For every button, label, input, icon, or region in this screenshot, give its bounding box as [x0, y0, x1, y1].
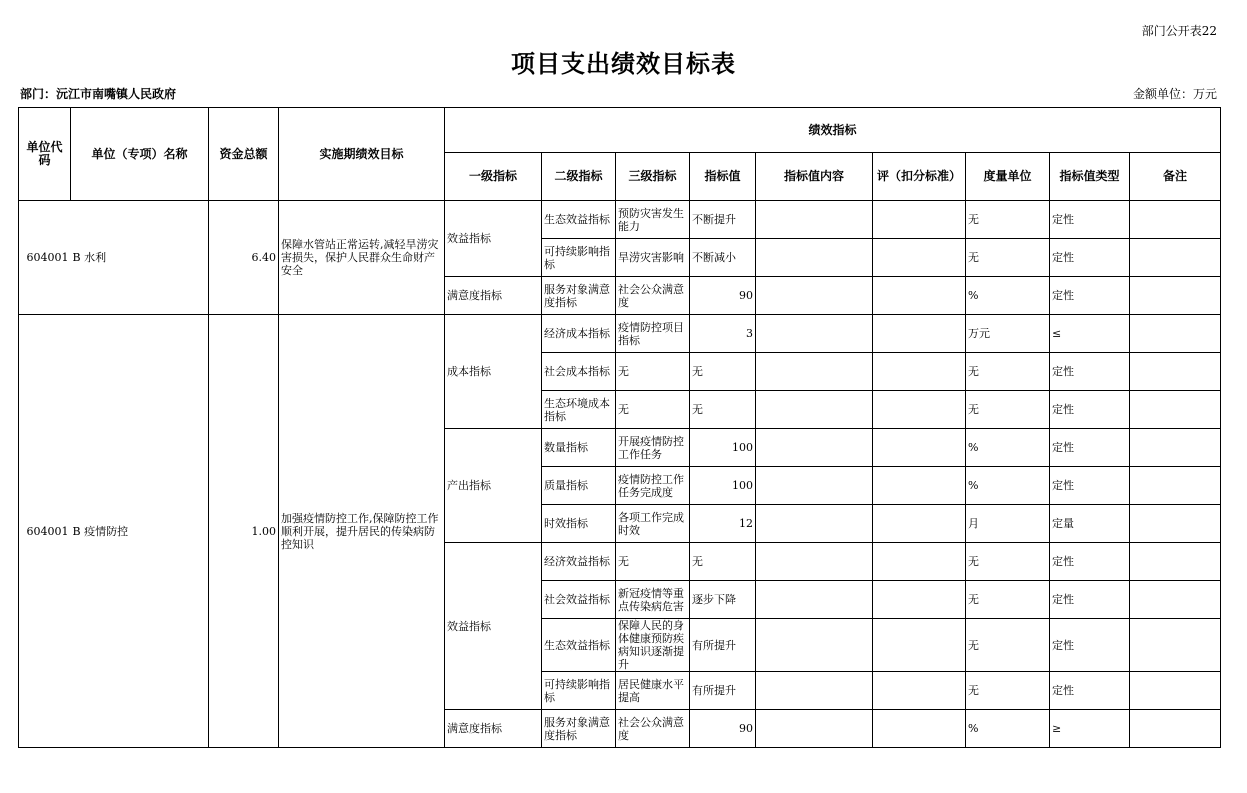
value-type: 定量	[1050, 505, 1130, 543]
remark	[1130, 353, 1221, 391]
scoring	[873, 710, 966, 748]
value-content	[756, 429, 873, 467]
amount-unit-label: 金额单位：万元	[1132, 87, 1217, 101]
level3-indicator: 无	[616, 391, 690, 429]
value-content	[756, 277, 873, 315]
scoring	[873, 277, 966, 315]
scoring	[873, 315, 966, 353]
measure-unit: 无	[966, 353, 1050, 391]
project-code: 604001	[19, 315, 71, 748]
project-funds: 6.40	[209, 201, 279, 315]
header-level2: 二级指标	[542, 153, 616, 201]
project-goal: 保障水管站正常运转,减轻旱涝灾害损失，保护人民群众生命财产安全	[279, 201, 445, 315]
value-type: 定性	[1050, 467, 1130, 505]
level3-indicator: 疫情防控项目指标	[616, 315, 690, 353]
value-type: 定性	[1050, 353, 1130, 391]
measure-unit: 无	[966, 619, 1050, 672]
level3-indicator: 居民健康水平提高	[616, 672, 690, 710]
value-type: 定性	[1050, 429, 1130, 467]
indicator-value: 逐步下降	[690, 581, 756, 619]
level2-indicator: 经济成本指标	[542, 315, 616, 353]
value-content	[756, 391, 873, 429]
level3-indicator: 社会公众满意度	[616, 277, 690, 315]
header-scoring: 评（扣分标准）	[873, 153, 966, 201]
value-content	[756, 467, 873, 505]
level3-indicator: 预防灾害发生能力	[616, 201, 690, 239]
measure-unit: 无	[966, 581, 1050, 619]
project-name: B 水利	[71, 201, 209, 315]
level3-indicator: 开展疫情防控工作任务	[616, 429, 690, 467]
header-level3: 三级指标	[616, 153, 690, 201]
level1-indicator: 效益指标	[445, 201, 542, 277]
indicator-value: 12	[690, 505, 756, 543]
project-code: 604001	[19, 201, 71, 315]
level2-indicator: 社会成本指标	[542, 353, 616, 391]
level2-indicator: 服务对象满意度指标	[542, 277, 616, 315]
scoring	[873, 391, 966, 429]
scoring	[873, 429, 966, 467]
project-name: B 疫情防控	[71, 315, 209, 748]
level1-indicator: 效益指标	[445, 543, 542, 710]
header-goal: 实施期绩效目标	[279, 108, 445, 201]
value-type: 定性	[1050, 672, 1130, 710]
level2-indicator: 生态效益指标	[542, 619, 616, 672]
level1-indicator: 满意度指标	[445, 277, 542, 315]
indicator-value: 100	[690, 467, 756, 505]
value-content	[756, 353, 873, 391]
indicator-value: 有所提升	[690, 619, 756, 672]
value-type: 定性	[1050, 581, 1130, 619]
value-type: 定性	[1050, 543, 1130, 581]
remark	[1130, 467, 1221, 505]
header-unit-name: 单位（专项）名称	[71, 108, 209, 201]
scoring	[873, 543, 966, 581]
header-value: 指标值	[690, 153, 756, 201]
header-total-funds: 资金总额	[209, 108, 279, 201]
indicator-value: 无	[690, 391, 756, 429]
measure-unit: 月	[966, 505, 1050, 543]
department-label: 部门：沅江市南嘴镇人民政府	[20, 87, 177, 101]
table-row	[19, 315, 1221, 353]
header-performance-indicators: 绩效指标	[445, 108, 1221, 153]
measure-unit: 无	[966, 239, 1050, 277]
level2-indicator: 可持续影响指标	[542, 239, 616, 277]
header-measure-unit: 度量单位	[966, 153, 1050, 201]
value-type: 定性	[1050, 201, 1130, 239]
value-type: 定性	[1050, 619, 1130, 672]
level2-indicator: 服务对象满意度指标	[542, 710, 616, 748]
measure-unit: 无	[966, 543, 1050, 581]
level3-indicator: 保障人民的身体健康预防疾病知识逐渐提升	[616, 619, 690, 672]
level3-indicator: 旱涝灾害影响	[616, 239, 690, 277]
scoring	[873, 467, 966, 505]
performance-table	[18, 107, 1221, 748]
remark	[1130, 315, 1221, 353]
level2-indicator: 生态环境成本指标	[542, 391, 616, 429]
form-number: 部门公开表22	[1141, 24, 1217, 38]
measure-unit: 无	[966, 672, 1050, 710]
indicator-value: 不断提升	[690, 201, 756, 239]
level3-indicator: 社会公众满意度	[616, 710, 690, 748]
level3-indicator: 无	[616, 353, 690, 391]
page-title: 项目支出绩效目标表	[511, 49, 736, 78]
level3-indicator: 无	[616, 543, 690, 581]
remark	[1130, 201, 1221, 239]
value-content	[756, 672, 873, 710]
measure-unit: 万元	[966, 315, 1050, 353]
remark	[1130, 672, 1221, 710]
project-funds: 1.00	[209, 315, 279, 748]
project-goal: 加强疫情防控工作,保障防控工作顺利开展，提升居民的传染病防控知识	[279, 315, 445, 748]
value-content	[756, 505, 873, 543]
remark	[1130, 543, 1221, 581]
value-content	[756, 239, 873, 277]
value-type: 定性	[1050, 391, 1130, 429]
indicator-value: 有所提升	[690, 672, 756, 710]
scoring	[873, 619, 966, 672]
value-type: ≤	[1050, 315, 1130, 353]
value-type: 定性	[1050, 277, 1130, 315]
level2-indicator: 社会效益指标	[542, 581, 616, 619]
level2-indicator: 时效指标	[542, 505, 616, 543]
level1-indicator: 产出指标	[445, 429, 542, 543]
header-value-type: 指标值类型	[1050, 153, 1130, 201]
header-remark: 备注	[1130, 153, 1221, 201]
level3-indicator: 疫情防控工作任务完成度	[616, 467, 690, 505]
remark	[1130, 429, 1221, 467]
scoring	[873, 201, 966, 239]
remark	[1130, 710, 1221, 748]
header-value-content: 指标值内容	[756, 153, 873, 201]
remark	[1130, 239, 1221, 277]
level2-indicator: 数量指标	[542, 429, 616, 467]
indicator-value: 不断减小	[690, 239, 756, 277]
measure-unit: %	[966, 429, 1050, 467]
value-content	[756, 315, 873, 353]
indicator-value: 100	[690, 429, 756, 467]
remark	[1130, 505, 1221, 543]
remark	[1130, 619, 1221, 672]
level3-indicator: 各项工作完成时效	[616, 505, 690, 543]
value-content	[756, 710, 873, 748]
value-content	[756, 543, 873, 581]
scoring	[873, 672, 966, 710]
measure-unit: %	[966, 277, 1050, 315]
level3-indicator: 新冠疫情等重点传染病危害	[616, 581, 690, 619]
level2-indicator: 生态效益指标	[542, 201, 616, 239]
header-unit-code: 单位代码	[19, 108, 71, 201]
measure-unit: 无	[966, 391, 1050, 429]
level1-indicator: 满意度指标	[445, 710, 542, 748]
scoring	[873, 505, 966, 543]
value-type: 定性	[1050, 239, 1130, 277]
indicator-value: 3	[690, 315, 756, 353]
indicator-value: 无	[690, 543, 756, 581]
measure-unit: %	[966, 710, 1050, 748]
value-content	[756, 201, 873, 239]
table-row	[19, 201, 1221, 239]
indicator-value: 90	[690, 277, 756, 315]
measure-unit: 无	[966, 201, 1050, 239]
scoring	[873, 353, 966, 391]
level2-indicator: 可持续影响指标	[542, 672, 616, 710]
remark	[1130, 391, 1221, 429]
indicator-value: 90	[690, 710, 756, 748]
value-type: ≥	[1050, 710, 1130, 748]
scoring	[873, 581, 966, 619]
value-content	[756, 619, 873, 672]
level2-indicator: 质量指标	[542, 467, 616, 505]
value-content	[756, 581, 873, 619]
header-level1: 一级指标	[445, 153, 542, 201]
level1-indicator: 成本指标	[445, 315, 542, 429]
level2-indicator: 经济效益指标	[542, 543, 616, 581]
indicator-value: 无	[690, 353, 756, 391]
measure-unit: %	[966, 467, 1050, 505]
remark	[1130, 277, 1221, 315]
remark	[1130, 581, 1221, 619]
scoring	[873, 239, 966, 277]
